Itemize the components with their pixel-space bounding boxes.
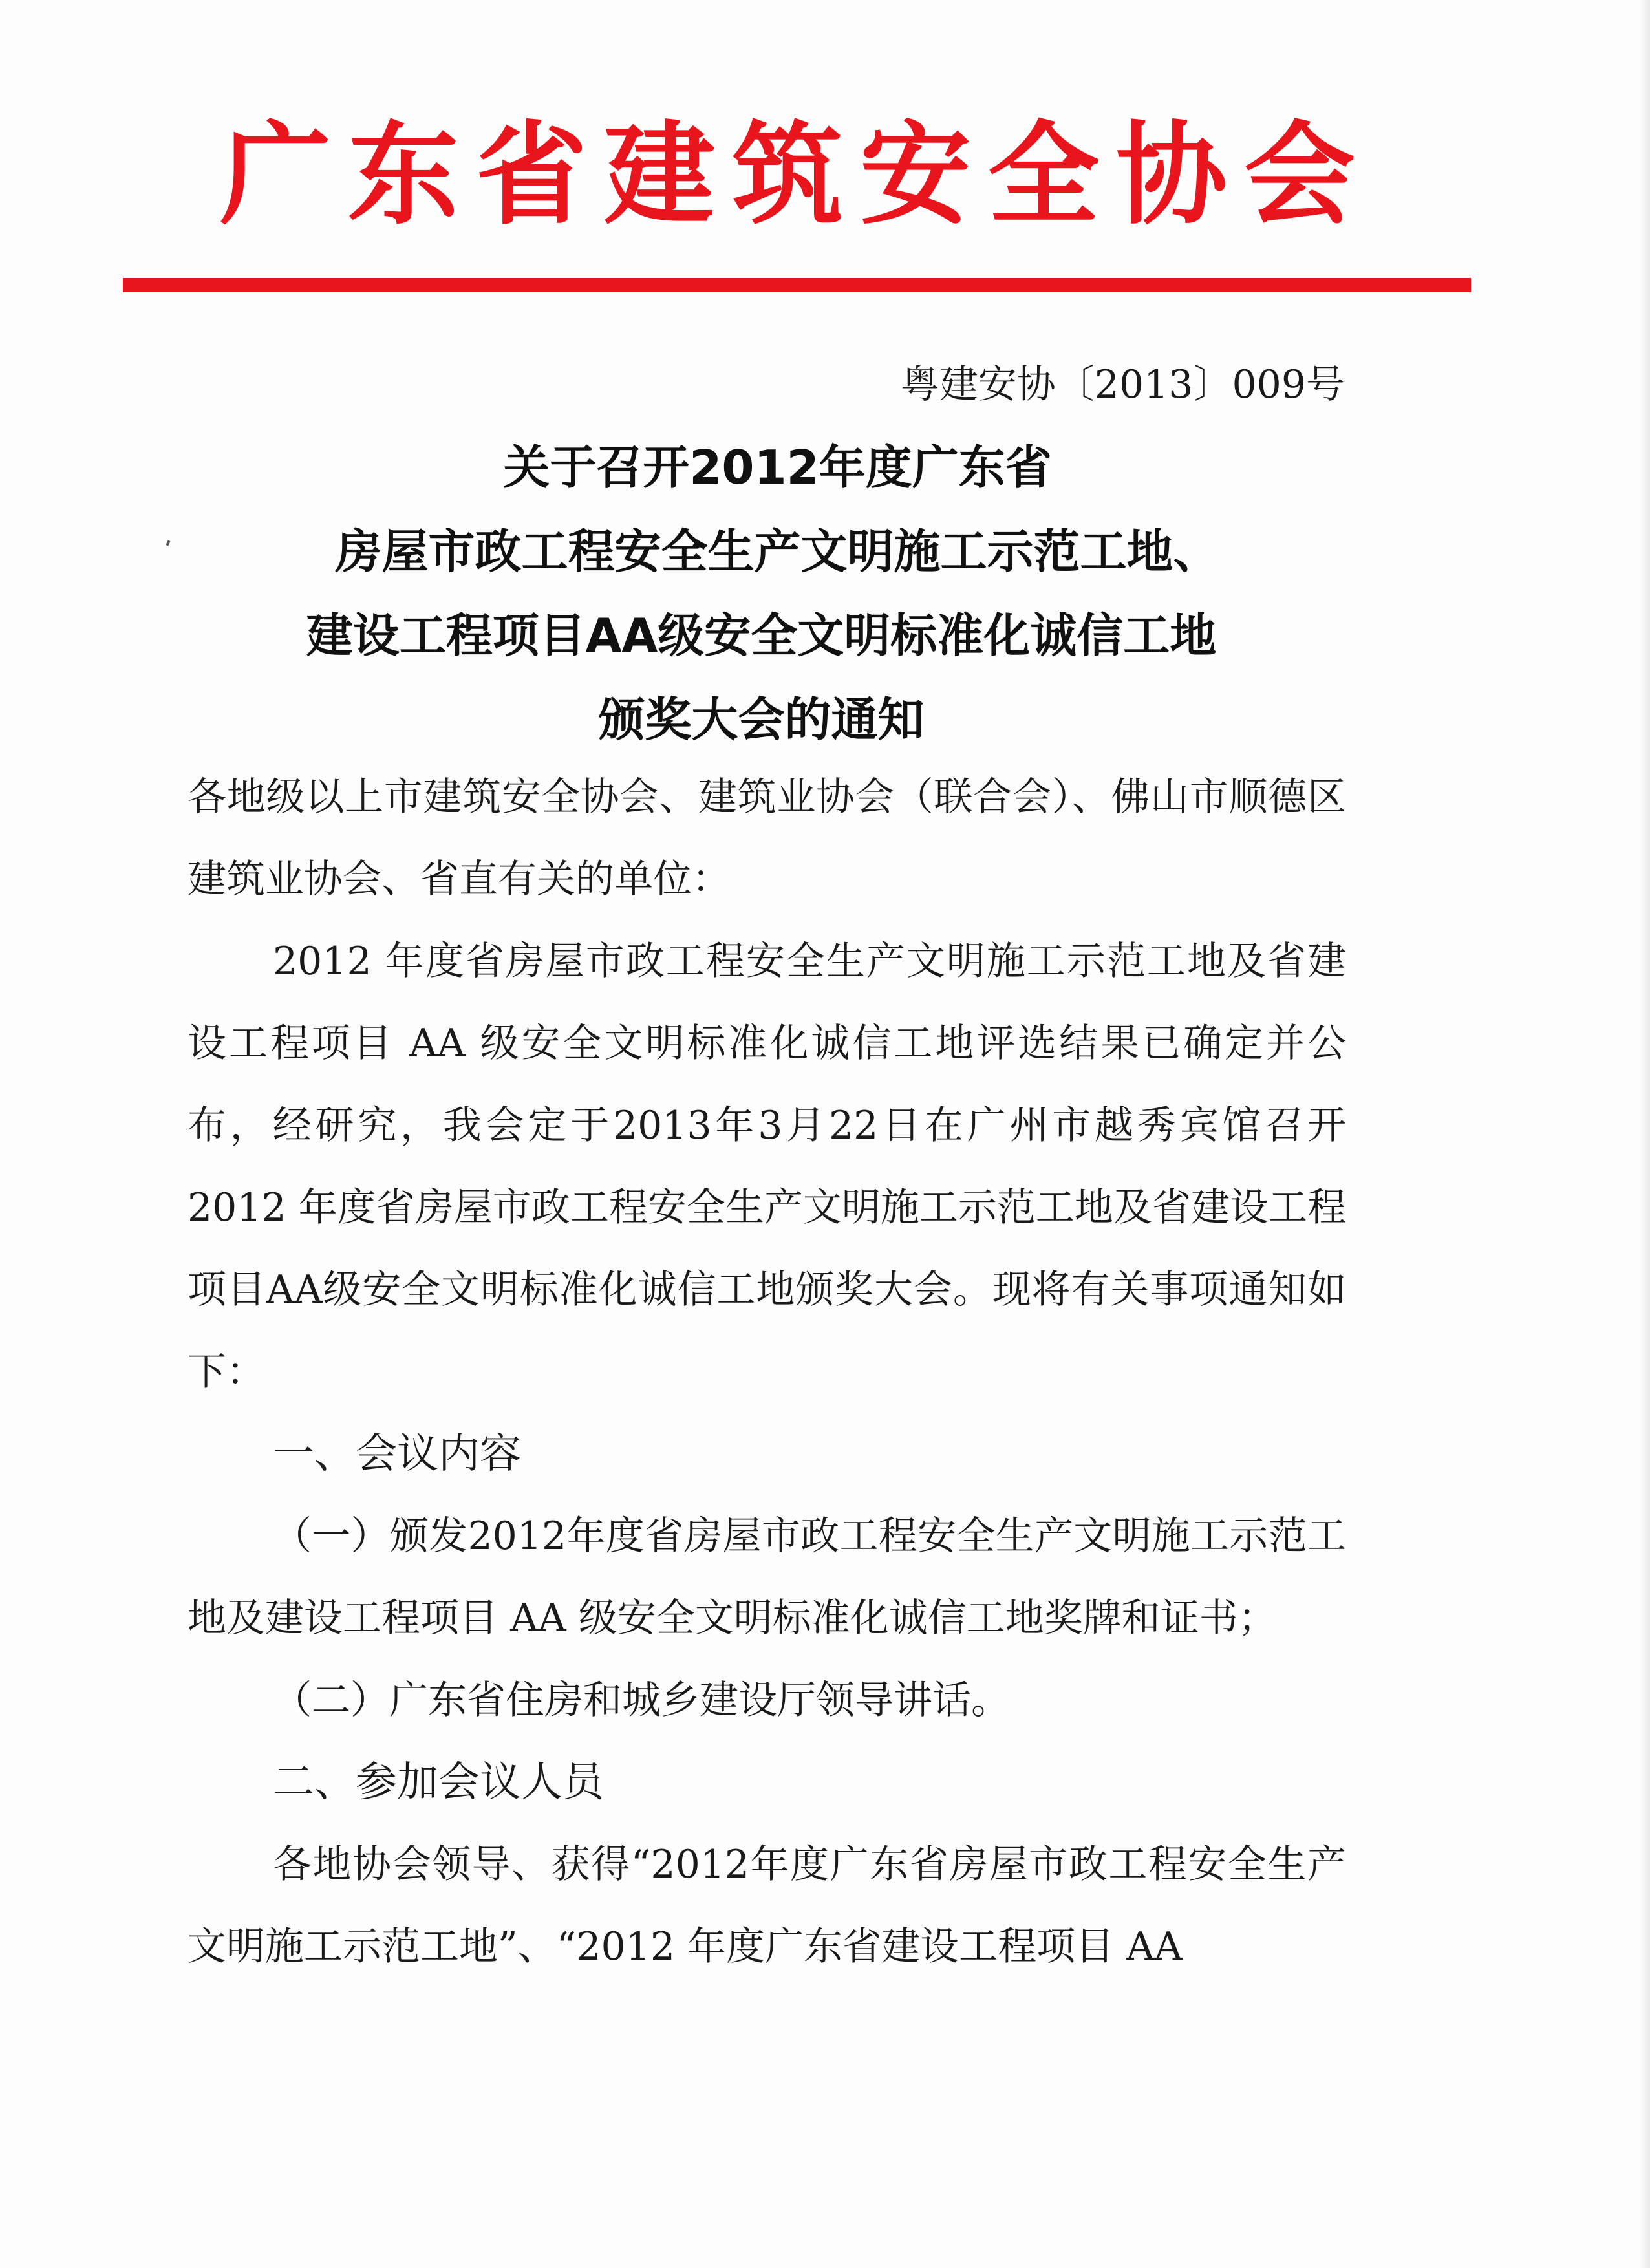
document-number: 粤建安协〔2013〕009号: [900, 362, 1345, 407]
letterhead-red-rule: [123, 278, 1471, 292]
document-title: [123, 425, 1471, 762]
section-1-item-2: （二）广东省住房和城乡建设厅领导讲话。: [273, 1678, 1010, 1723]
section-1-heading: 一、会议内容: [273, 1430, 521, 1478]
section-2-heading: 二、参加会议人员: [273, 1759, 604, 1806]
scan-edge-shadow: [1638, 0, 1650, 2268]
addressee-paragraph: 各地级以上市建筑安全协会、建筑业协会（联合会）、佛山市顺德区建筑业协会、省直有关的单位：: [188, 775, 1346, 902]
document-body: [188, 756, 1346, 1988]
section-2-paragraph: 各地协会领导、获得“2012年度广东省房屋市政工程安全生产文明施工示范工地”、“2012 年度广东省建设工程项目 AA: [188, 1842, 1346, 1969]
intro-paragraph: 2012 年度省房屋市政工程安全生产文明施工示范工地及省建设工程项目 AA 级安全文明标准化诚信工地评选结果已确定并公布，经研究，我会定于2013年3月22日在广州市越秀宾馆召开 2012 年度省房屋市政工程安全生产文明施工示范工地及省建设工程项目AA级安全文明标准化诚信工地颁奖大会。现将有关事项通知如下：: [188, 939, 1346, 1395]
section-1-item-1: （一）颁发2012年度省房屋市政工程安全生产文明施工示范工地及建设工程项目 AA 级安全文明标准化诚信工地奖牌和证书；: [188, 1514, 1346, 1641]
title-line-2: 房屋市政工程安全生产文明施工示范工地、: [335, 524, 1220, 579]
letterhead-org-name: 广东省建筑安全协会: [220, 109, 1372, 240]
title-line-1: 关于召开2012年度广东省: [503, 440, 1052, 495]
title-line-3: 建设工程项目AA级安全文明标准化诚信工地: [306, 608, 1217, 663]
title-line-4: 颁奖大会的通知: [598, 692, 925, 747]
